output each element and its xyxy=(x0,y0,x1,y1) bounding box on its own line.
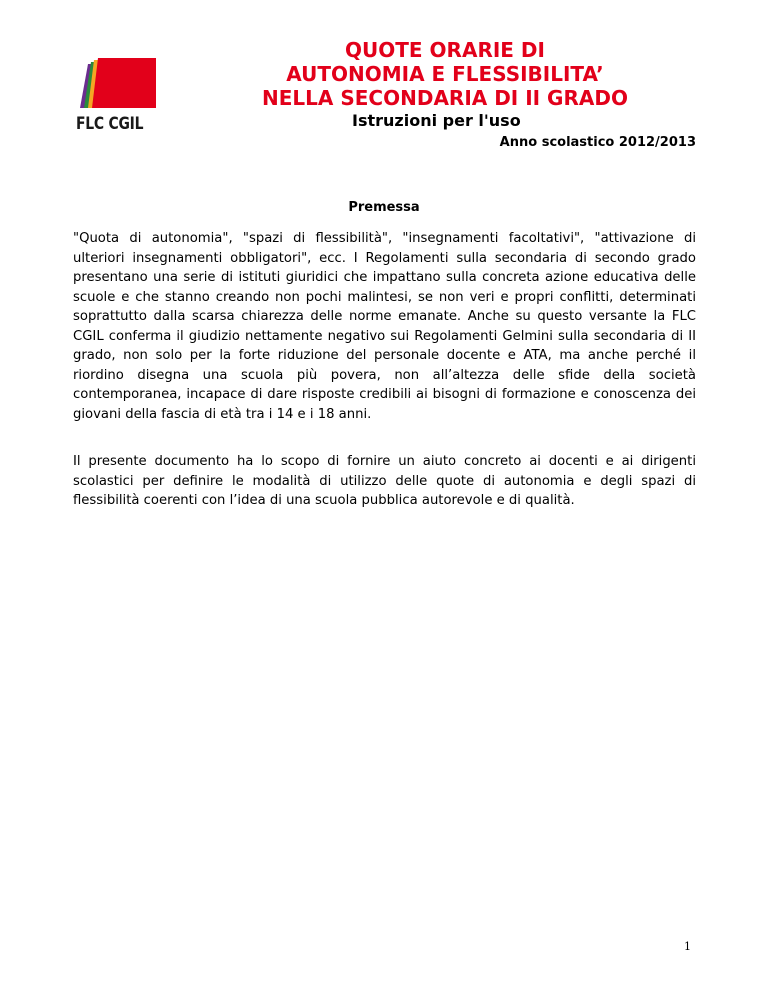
section-heading: Premessa xyxy=(348,200,420,215)
title-line-2: AUTONOMIA E FLESSIBILITA’ xyxy=(286,62,604,86)
paragraph-2: Il presente documento ha lo scopo di fornire un aiuto concreto ai docenti e ai dirigenti scolastici per definire le modalità di utilizzo delle quote di autonomia e degli spazi di flessibilità coerenti con l’idea di una scuola pubblica autorevole e di qualità. xyxy=(73,454,696,508)
page-number: 1 xyxy=(684,940,691,953)
school-year: Anno scolastico 2012/2013 xyxy=(499,135,696,150)
logo-text: FLC CGIL xyxy=(76,114,144,134)
logo-flag-icon xyxy=(74,58,164,116)
document-subtitle: Istruzioni per l'uso xyxy=(352,111,521,130)
document-title xyxy=(200,38,690,110)
title-line-3: NELLA SECONDARIA DI II GRADO xyxy=(262,86,628,110)
flc-cgil-logo xyxy=(74,58,164,134)
title-line-1: QUOTE ORARIE DI xyxy=(345,38,545,62)
paragraph-1: "Quota di autonomia", "spazi di flessibilità", "insegnamenti facoltativi", "attivazione di ulteriori insegnamenti obbligatori", ecc. I Regolamenti sulla secondaria di secondo grado presentano una serie di istituti giuridici che impattano sulla concreta azione educativa delle scuole e che stanno creando non pochi malintesi, se non veri e propri conflitti, determinati soprattutto dalla scarsa chiarezza delle norme emanate. Anche su questo versante la FLC CGIL conferma il giudizio nettamente negativo sui Regolamenti Gelmini sulla secondaria di II grado, non solo per la forte riduzione del personale docente e ATA, ma anche perché il riordino disegna una scuola più povera, non all’altezza delle sfide della società contemporanea, incapace di dare risposte credibili ai bisogni di formazione e conoscenza dei giovani della fascia di età tra i 14 e i 18 anni. xyxy=(73,231,696,422)
